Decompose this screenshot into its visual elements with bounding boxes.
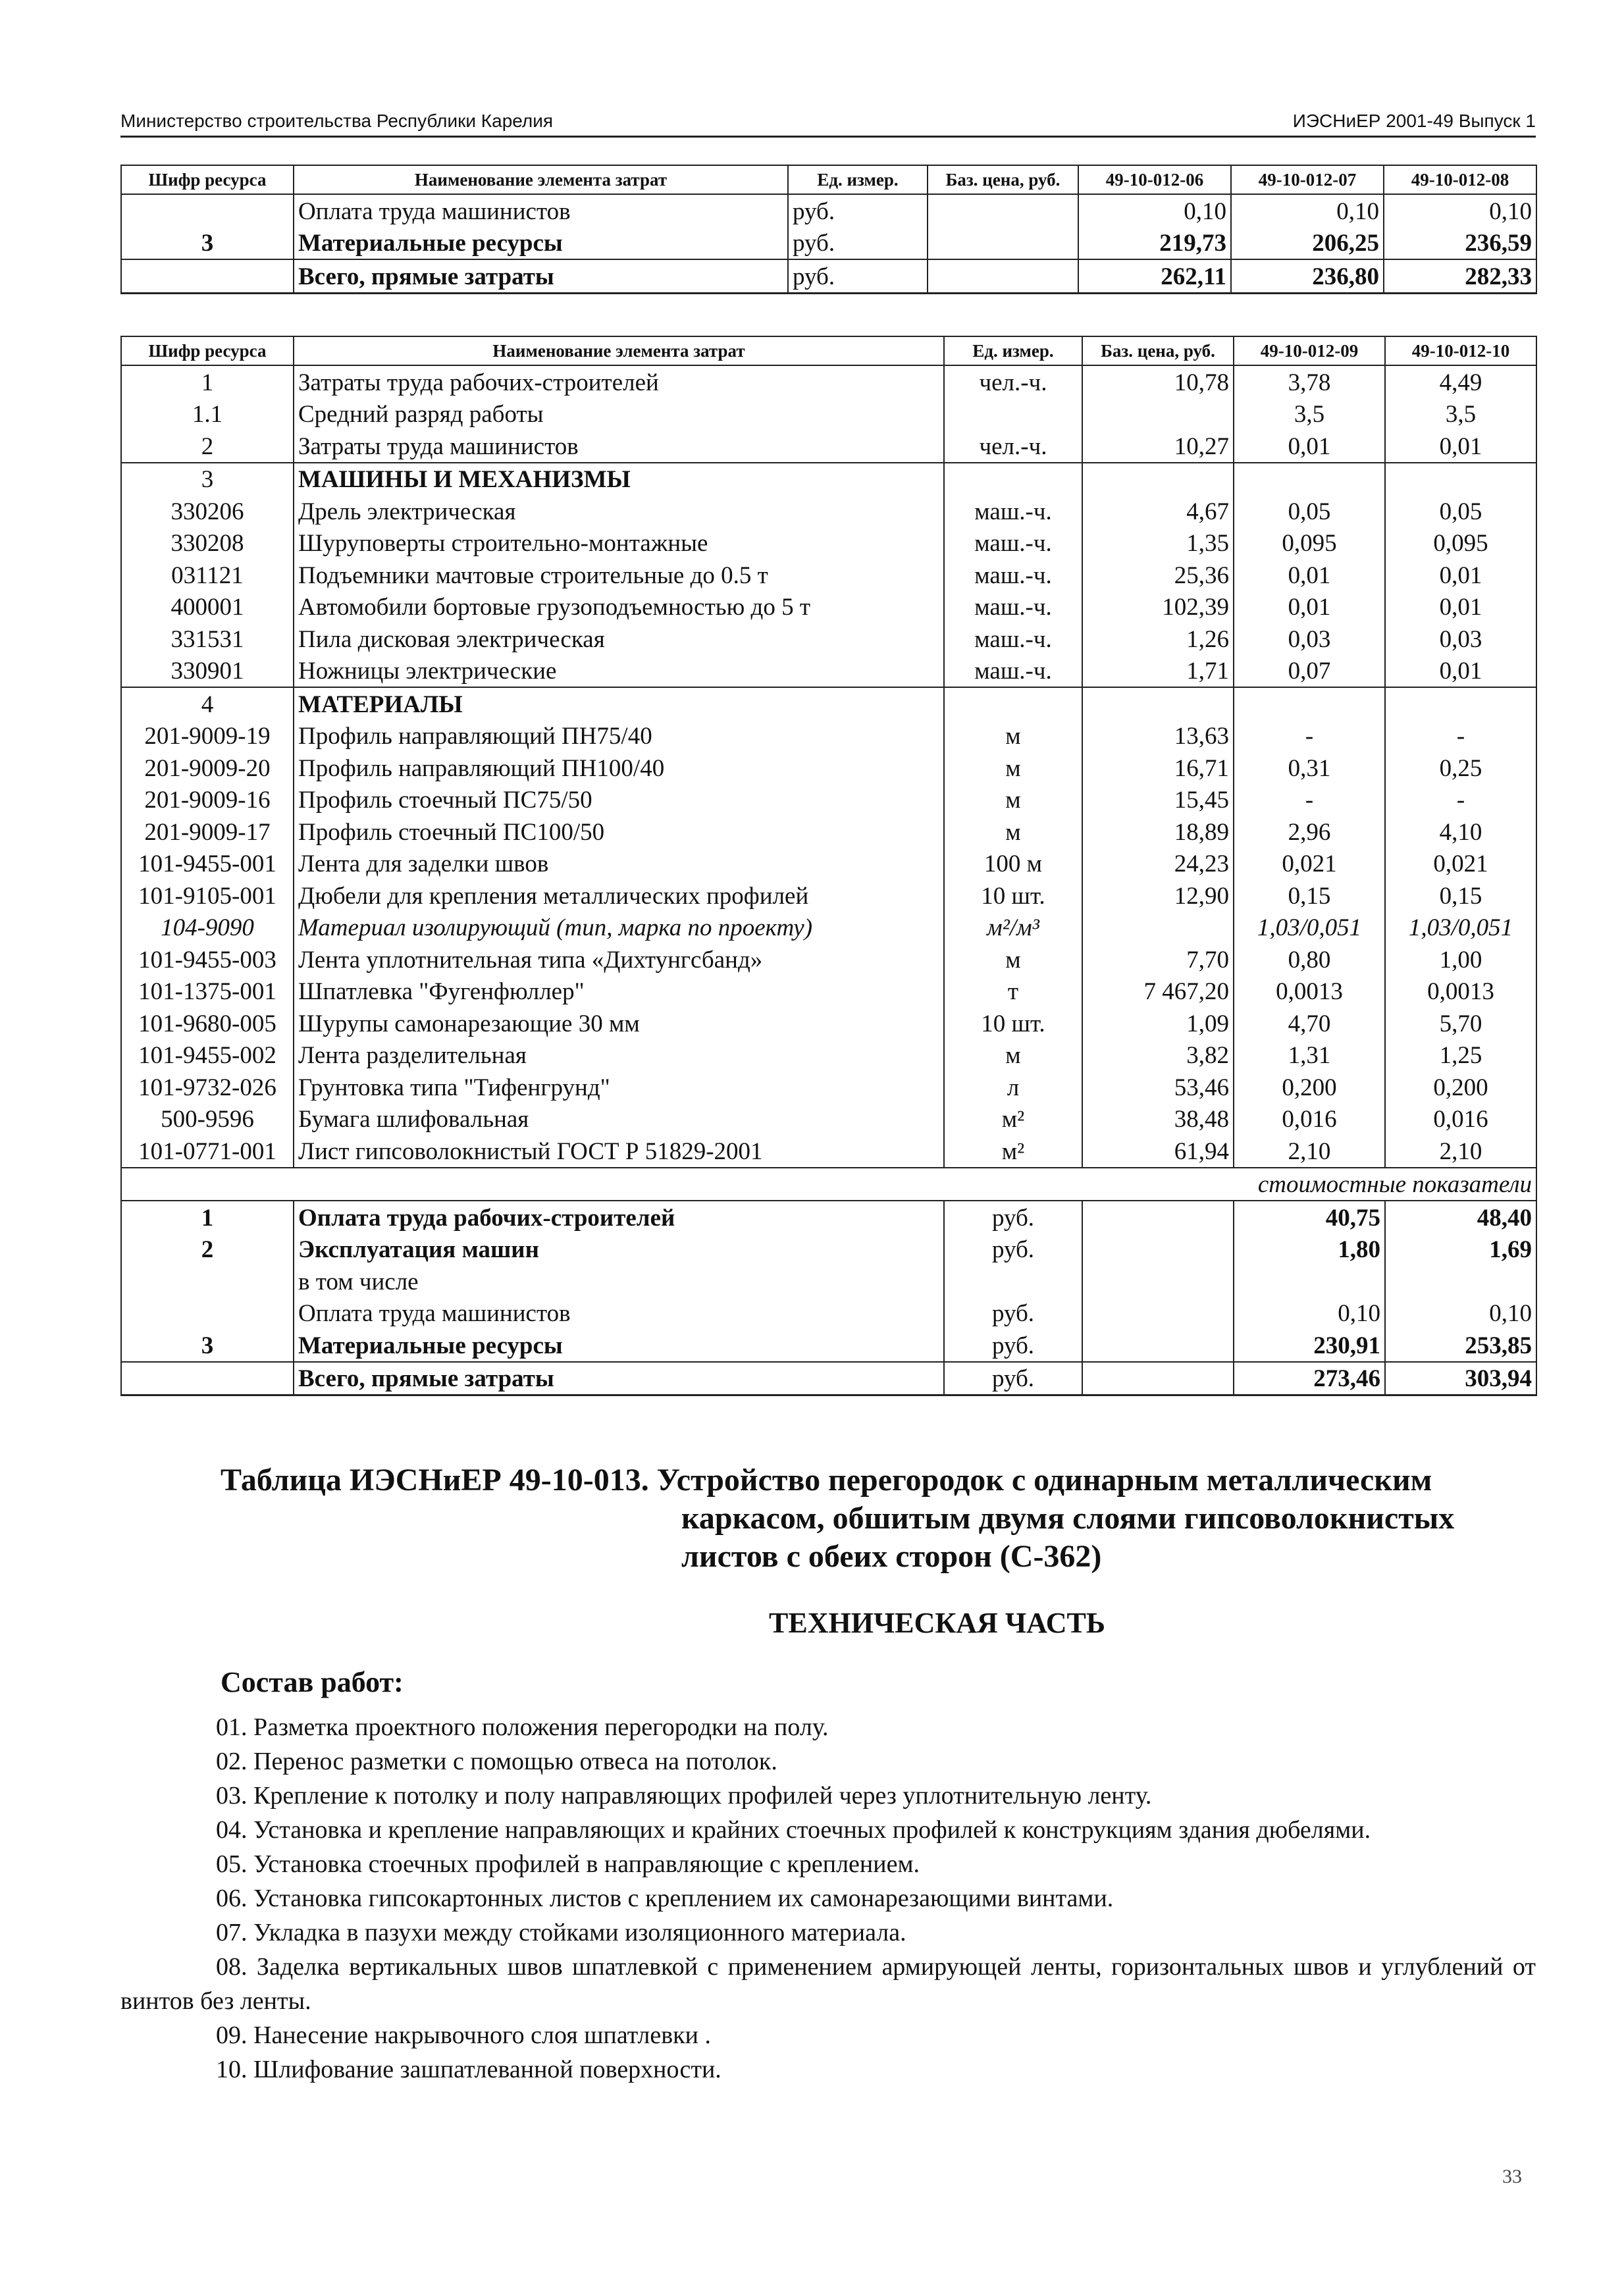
cell-name: Бумага шлифовальная — [294, 1103, 944, 1135]
cell-value: - — [1385, 784, 1536, 816]
list-item: 09. Нанесение накрывочного слоя шпатлевки . — [216, 2021, 711, 2049]
table-row — [121, 227, 1536, 260]
cell-price: 61,94 — [1082, 1135, 1234, 1168]
cell-name: Дрель электрическая — [294, 495, 944, 527]
col-header-code: Шифр ресурса — [121, 336, 294, 365]
cell-name: МАШИНЫ И МЕХАНИЗМЫ — [294, 463, 944, 496]
cell-unit: л — [944, 1071, 1082, 1103]
list-item: 10. Шлифование зашпатлеванной поверхности. — [216, 2056, 721, 2083]
cell-value: 1,80 — [1234, 1234, 1385, 1266]
cell-name: Затраты труда рабочих-строителей — [294, 365, 944, 398]
section-title — [221, 1461, 1524, 1576]
cell-code: 104-9090 — [121, 912, 294, 944]
cell-value: 0,05 — [1385, 495, 1536, 527]
cell-value: 3,5 — [1385, 398, 1536, 430]
cell-value: 219,73 — [1078, 227, 1231, 260]
cell-value: 0,15 — [1234, 879, 1385, 912]
cell-unit: маш.-ч. — [944, 495, 1082, 527]
cell-value — [1385, 1265, 1536, 1297]
cell-name: Дюбели для крепления металлических профилей — [294, 879, 944, 912]
cell-code: 101-9455-001 — [121, 848, 294, 880]
cell-unit: м — [944, 720, 1082, 752]
cell-code: 201-9009-16 — [121, 784, 294, 816]
cell-code: 331531 — [121, 623, 294, 655]
cell-code: 1 — [121, 1201, 294, 1234]
cell-price: 13,63 — [1082, 720, 1234, 752]
cell-price — [1082, 1362, 1234, 1395]
cell-value — [1234, 687, 1385, 720]
cell-name: Шпатлевка "Фугенфюллер" — [294, 976, 944, 1008]
cell-code — [121, 1297, 294, 1330]
cell-unit: маш.-ч. — [944, 655, 1082, 688]
cell-code: 400001 — [121, 591, 294, 623]
cell-code: 101-9455-002 — [121, 1039, 294, 1072]
cell-name: Пила дисковая электрическая — [294, 623, 944, 655]
cell-price: 1,71 — [1082, 655, 1234, 688]
cell-unit: руб. — [788, 227, 928, 260]
cell-value: 48,40 — [1385, 1201, 1536, 1234]
cell-name: Шуруповерты строительно-монтажные — [294, 527, 944, 560]
cell-code: 101-9105-001 — [121, 879, 294, 912]
cell-price: 4,67 — [1082, 495, 1234, 527]
cell-value: 0,021 — [1385, 848, 1536, 880]
list-item: 02. Перенос разметки с помощью отвеса на потолок. — [216, 1748, 777, 1775]
cell-unit: маш.-ч. — [944, 591, 1082, 623]
cell-value: 0,200 — [1234, 1071, 1385, 1103]
cell-code: 4 — [121, 687, 294, 720]
cell-name: Профиль стоечный ПС75/50 — [294, 784, 944, 816]
table-header-row — [121, 336, 1536, 365]
cell-code: 201-9009-20 — [121, 752, 294, 784]
cell-name: Автомобили бортовые грузоподъемностью до 5 т — [294, 591, 944, 623]
cell-unit: чел.-ч. — [944, 430, 1082, 463]
cell-value: 1,31 — [1234, 1039, 1385, 1072]
cell-value: 0,01 — [1385, 591, 1536, 623]
cell-value: 236,59 — [1384, 227, 1536, 260]
col-header-code: Шифр ресурса — [121, 165, 294, 194]
cell-name: Материальные ресурсы — [294, 227, 788, 260]
cell-value: 0,200 — [1385, 1071, 1536, 1103]
cell-price: 7,70 — [1082, 943, 1234, 976]
cell-code: 2 — [121, 1234, 294, 1266]
table-row — [121, 976, 1536, 1008]
cost-indicators-label: стоимостные показатели — [121, 1168, 1536, 1201]
cell-unit: руб. — [944, 1297, 1082, 1330]
cell-name: Оплата труда машинистов — [294, 1297, 944, 1330]
table-row — [121, 912, 1536, 944]
cell-name: Материал изолирующий (тип, марка по проекту) — [294, 912, 944, 944]
cell-value: 0,021 — [1234, 848, 1385, 880]
cost-indicators-label-row — [121, 1168, 1536, 1201]
cell-value: 0,03 — [1385, 623, 1536, 655]
cell-name: Материальные ресурсы — [294, 1329, 944, 1362]
cell-price — [1082, 1234, 1234, 1266]
cost-table-012-06-08 — [120, 165, 1537, 294]
col-header-norm-10: 49-10-012-10 — [1385, 336, 1536, 365]
cell-value: 4,49 — [1385, 365, 1536, 398]
cell-price — [1082, 463, 1234, 496]
cell-code: 500-9596 — [121, 1103, 294, 1135]
cell-unit — [944, 463, 1082, 496]
cell-unit: 100 м — [944, 848, 1082, 880]
cell-price: 10,78 — [1082, 365, 1234, 398]
col-header-norm-08: 49-10-012-08 — [1384, 165, 1536, 194]
table-row — [121, 1329, 1536, 1362]
cell-value: 236,80 — [1231, 259, 1384, 293]
cell-price — [928, 194, 1078, 227]
cell-price: 1,26 — [1082, 623, 1234, 655]
cell-code: 201-9009-17 — [121, 816, 294, 848]
cell-code: 101-0771-001 — [121, 1135, 294, 1168]
cell-value: 0,15 — [1385, 879, 1536, 912]
col-header-unit: Ед. измер. — [788, 165, 928, 194]
cell-value: 2,10 — [1234, 1135, 1385, 1168]
cell-value: 0,016 — [1234, 1103, 1385, 1135]
technical-part-heading: ТЕХНИЧЕСКАЯ ЧАСТЬ — [769, 1607, 1105, 1639]
col-header-norm-09: 49-10-012-09 — [1234, 336, 1385, 365]
cell-unit: руб. — [788, 194, 928, 227]
cell-price — [1082, 1297, 1234, 1330]
cell-value: 1,00 — [1385, 943, 1536, 976]
cell-value: 0,10 — [1231, 194, 1384, 227]
cell-name: Затраты труда машинистов — [294, 430, 944, 463]
cell-price: 1,09 — [1082, 1007, 1234, 1039]
cell-unit: м² — [944, 1103, 1082, 1135]
cell-value: 1,25 — [1385, 1039, 1536, 1072]
table-row — [121, 1007, 1536, 1039]
section-title-line: Таблица ИЭСНиЕР 49-10-013. Устройство перегородок с одинарным металлическим — [221, 1463, 1432, 1498]
cell-value: 262,11 — [1078, 259, 1231, 293]
cell-value: - — [1234, 784, 1385, 816]
table-row — [121, 591, 1536, 623]
col-header-norm-07: 49-10-012-07 — [1231, 165, 1384, 194]
cell-value: 0,01 — [1385, 655, 1536, 688]
cell-unit: маш.-ч. — [944, 527, 1082, 560]
cell-name: Лента уплотнительная типа «Дихтунгсбанд» — [294, 943, 944, 976]
table-row — [121, 1071, 1536, 1103]
cell-price: 53,46 — [1082, 1071, 1234, 1103]
cell-unit: т — [944, 976, 1082, 1008]
table-row — [121, 559, 1536, 591]
cell-code: 1.1 — [121, 398, 294, 430]
cell-price — [1082, 398, 1234, 430]
cell-name: Оплата труда машинистов — [294, 194, 788, 227]
cell-unit: руб. — [944, 1362, 1082, 1395]
cell-name: Шурупы самонарезающие 30 мм — [294, 1007, 944, 1039]
cell-code: 330206 — [121, 495, 294, 527]
table-row-total — [121, 259, 1536, 293]
table-row — [121, 495, 1536, 527]
cell-value: 4,70 — [1234, 1007, 1385, 1039]
table-row — [121, 623, 1536, 655]
running-header — [120, 105, 1536, 138]
col-header-name: Наименование элемента затрат — [294, 165, 788, 194]
cell-unit: маш.-ч. — [944, 623, 1082, 655]
cell-price: 3,82 — [1082, 1039, 1234, 1072]
cell-unit: м — [944, 943, 1082, 976]
cell-value: 303,94 — [1385, 1362, 1536, 1395]
cell-price — [1082, 687, 1234, 720]
cell-value: 0,01 — [1234, 591, 1385, 623]
cell-name: Лента разделительная — [294, 1039, 944, 1072]
cell-value: 0,01 — [1234, 430, 1385, 463]
header-collection: ИЭСНиЕР 2001-49 Выпуск 1 — [1292, 111, 1536, 131]
col-header-price: Баз. цена, руб. — [1082, 336, 1234, 365]
cell-value: 0,10 — [1234, 1297, 1385, 1330]
cell-value: 0,31 — [1234, 752, 1385, 784]
cell-value: 0,095 — [1385, 527, 1536, 560]
list-item: 08. Заделка вертикальных швов шпатлевкой с применением армирующей ленты, горизонтальных швов и углублений от винтов без ленты. — [120, 1953, 1536, 2015]
col-header-name: Наименование элемента затрат — [294, 336, 944, 365]
cell-code: 101-9680-005 — [121, 1007, 294, 1039]
cell-code: 101-9455-003 — [121, 943, 294, 976]
cell-unit: руб. — [788, 259, 928, 293]
cell-code — [121, 194, 294, 227]
table-row — [121, 1201, 1536, 1234]
table-row — [121, 720, 1536, 752]
cell-value: 0,10 — [1078, 194, 1231, 227]
cell-name: Лента для заделки швов — [294, 848, 944, 880]
table-row — [121, 879, 1536, 912]
cell-unit: м²/м³ — [944, 912, 1082, 944]
cell-unit: м — [944, 784, 1082, 816]
page-number: 33 — [1502, 2166, 1522, 2187]
cell-price — [1082, 1265, 1234, 1297]
cell-value: 0,0013 — [1385, 976, 1536, 1008]
cell-unit: м — [944, 816, 1082, 848]
table-row — [121, 1234, 1536, 1266]
cell-name: Средний разряд работы — [294, 398, 944, 430]
cell-value: 0,10 — [1385, 1297, 1536, 1330]
table-row — [121, 943, 1536, 976]
cell-price — [928, 227, 1078, 260]
table-row — [121, 1039, 1536, 1072]
cell-code: 2 — [121, 430, 294, 463]
cell-name: Оплата труда рабочих-строителей — [294, 1201, 944, 1234]
cell-value: 1,03/0,051 — [1385, 912, 1536, 944]
cell-price: 18,89 — [1082, 816, 1234, 848]
table-header-row — [121, 165, 1536, 194]
cell-unit: чел.-ч. — [944, 365, 1082, 398]
cell-price: 1,35 — [1082, 527, 1234, 560]
cell-code: 3 — [121, 227, 294, 260]
cell-unit: руб. — [944, 1234, 1082, 1266]
cell-value: 0,01 — [1385, 559, 1536, 591]
cell-value: 4,10 — [1385, 816, 1536, 848]
table-row — [121, 430, 1536, 463]
cell-value: 3,5 — [1234, 398, 1385, 430]
cell-value: 0,80 — [1234, 943, 1385, 976]
cell-value: 0,095 — [1234, 527, 1385, 560]
list-item: 06. Установка гипсокартонных листов с креплением их самонарезающими винтами. — [216, 1885, 1114, 1912]
cell-code: 1 — [121, 365, 294, 398]
cell-name: в том числе — [294, 1265, 944, 1297]
cell-value: 1,03/0,051 — [1234, 912, 1385, 944]
cell-price: 38,48 — [1082, 1103, 1234, 1135]
cell-value: 3,78 — [1234, 365, 1385, 398]
cell-unit: 10 шт. — [944, 1007, 1082, 1039]
cell-value: 0,07 — [1234, 655, 1385, 688]
cell-code: 101-1375-001 — [121, 976, 294, 1008]
cell-code — [121, 1265, 294, 1297]
cell-value — [1385, 687, 1536, 720]
cell-name: Профиль направляющий ПН100/40 — [294, 752, 944, 784]
cell-code: 3 — [121, 463, 294, 496]
cell-value: 0,016 — [1385, 1103, 1536, 1135]
table-row-section — [121, 463, 1536, 496]
cell-value: - — [1385, 720, 1536, 752]
cell-unit: 10 шт. — [944, 879, 1082, 912]
cell-name: МАТЕРИАЛЫ — [294, 687, 944, 720]
cell-code: 031121 — [121, 559, 294, 591]
cell-price: 25,36 — [1082, 559, 1234, 591]
cell-unit — [944, 1265, 1082, 1297]
cell-code — [121, 1362, 294, 1395]
cell-code: 201-9009-19 — [121, 720, 294, 752]
cell-value: 230,91 — [1234, 1329, 1385, 1362]
list-item: 03. Крепление к потолку и полу направляющих профилей через уплотнительную ленту. — [216, 1782, 1152, 1810]
cell-unit: м — [944, 1039, 1082, 1072]
cell-unit: м — [944, 752, 1082, 784]
cell-value: 2,96 — [1234, 816, 1385, 848]
cell-value: 0,05 — [1234, 495, 1385, 527]
cell-value: 253,85 — [1385, 1329, 1536, 1362]
cell-price: 24,23 — [1082, 848, 1234, 880]
table-row — [121, 655, 1536, 688]
cell-value: 282,33 — [1384, 259, 1536, 293]
cell-code: 3 — [121, 1329, 294, 1362]
section-title-line: каркасом, обшитым двумя слоями гипсоволокнистых — [681, 1501, 1455, 1536]
cell-value — [1234, 1265, 1385, 1297]
cell-value: 0,01 — [1385, 430, 1536, 463]
cell-value: 1,69 — [1385, 1234, 1536, 1266]
table-row — [121, 1135, 1536, 1168]
list-item: 01. Разметка проектного положения перегородки на полу. — [216, 1713, 829, 1741]
cell-price: 7 467,20 — [1082, 976, 1234, 1008]
cell-value: - — [1234, 720, 1385, 752]
cell-unit: м² — [944, 1135, 1082, 1168]
col-header-price: Баз. цена, руб. — [928, 165, 1078, 194]
cell-name: Профиль стоечный ПС100/50 — [294, 816, 944, 848]
cell-price: 102,39 — [1082, 591, 1234, 623]
cell-price — [928, 259, 1078, 293]
col-header-norm-06: 49-10-012-06 — [1078, 165, 1231, 194]
cell-price: 12,90 — [1082, 879, 1234, 912]
table-row — [121, 848, 1536, 880]
works-heading: Состав работ: — [221, 1666, 404, 1698]
cell-name: Всего, прямые затраты — [294, 1362, 944, 1395]
cell-price: 15,45 — [1082, 784, 1234, 816]
cost-table-012-09-10 — [120, 336, 1537, 1396]
cell-name: Эксплуатация машин — [294, 1234, 944, 1266]
cell-name: Профиль направляющий ПН75/40 — [294, 720, 944, 752]
table-row — [121, 816, 1536, 848]
header-ministry: Министерство строительства Республики Карелия — [120, 111, 554, 131]
cell-code: 101-9732-026 — [121, 1071, 294, 1103]
cell-code: 330901 — [121, 655, 294, 688]
cell-name: Ножницы электрические — [294, 655, 944, 688]
table-row — [121, 752, 1536, 784]
table-row — [121, 1265, 1536, 1297]
cell-value: 206,25 — [1231, 227, 1384, 260]
works-list — [120, 1710, 1536, 2087]
cell-value — [1234, 463, 1385, 496]
table-row-total — [121, 1362, 1536, 1395]
list-item: 05. Установка стоечных профилей в направляющие с креплением. — [216, 1850, 920, 1878]
cell-unit — [944, 398, 1082, 430]
cell-name: Грунтовка типа "Тифенгрунд" — [294, 1071, 944, 1103]
cell-price: 16,71 — [1082, 752, 1234, 784]
cell-value: 0,0013 — [1234, 976, 1385, 1008]
list-item: 04. Установка и крепление направляющих и крайних стоечных профилей к конструкциям здания дюбелями. — [216, 1816, 1371, 1844]
table-row-section — [121, 687, 1536, 720]
cell-unit: руб. — [944, 1329, 1082, 1362]
cell-code: 330208 — [121, 527, 294, 560]
cell-value: 273,46 — [1234, 1362, 1385, 1395]
cell-value: 0,10 — [1384, 194, 1536, 227]
cell-price — [1082, 912, 1234, 944]
cell-name: Всего, прямые затраты — [294, 259, 788, 293]
table-row — [121, 194, 1536, 227]
table-row — [121, 1103, 1536, 1135]
cell-value: 0,01 — [1234, 559, 1385, 591]
cell-value: 5,70 — [1385, 1007, 1536, 1039]
table-row — [121, 398, 1536, 430]
table-row — [121, 784, 1536, 816]
cell-code — [121, 259, 294, 293]
list-item: 07. Укладка в пазухи между стойками изоляционного материала. — [216, 1919, 906, 1946]
cell-unit: маш.-ч. — [944, 559, 1082, 591]
cell-value: 40,75 — [1234, 1201, 1385, 1234]
cell-unit: руб. — [944, 1201, 1082, 1234]
cell-price — [1082, 1329, 1234, 1362]
cell-unit — [944, 687, 1082, 720]
cell-price: 10,27 — [1082, 430, 1234, 463]
section-title-line: листов с обеих сторон (С-362) — [681, 1539, 1102, 1574]
cell-value — [1385, 463, 1536, 496]
cell-name: Подъемники мачтовые строительные до 0.5 т — [294, 559, 944, 591]
cell-value: 0,25 — [1385, 752, 1536, 784]
cell-price — [1082, 1201, 1234, 1234]
cell-value: 2,10 — [1385, 1135, 1536, 1168]
cell-value: 0,03 — [1234, 623, 1385, 655]
cell-name: Лист гипсоволокнистый ГОСТ Р 51829-2001 — [294, 1135, 944, 1168]
table-row — [121, 1297, 1536, 1330]
table-row — [121, 365, 1536, 398]
table-row — [121, 527, 1536, 560]
col-header-unit: Ед. измер. — [944, 336, 1082, 365]
